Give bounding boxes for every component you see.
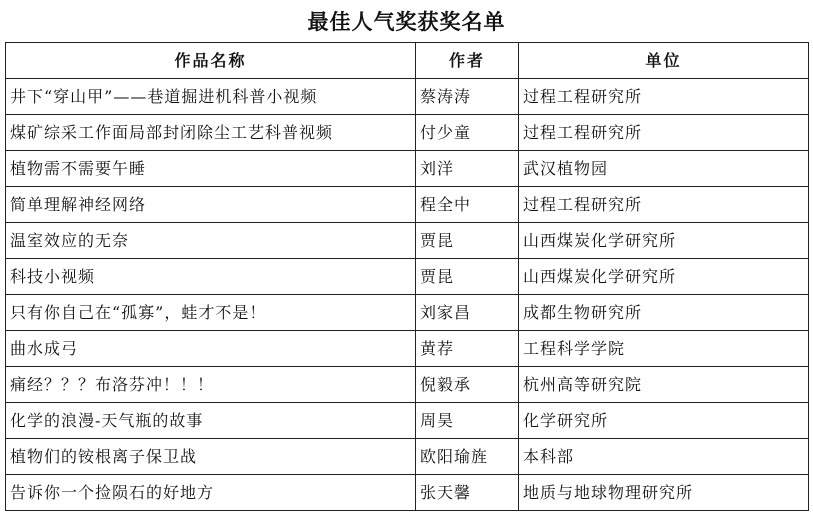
cell-unit: 过程工程研究所	[519, 79, 809, 115]
cell-author: 贾昆	[416, 259, 519, 295]
cell-unit: 过程工程研究所	[519, 115, 809, 151]
cell-author: 张天馨	[416, 475, 519, 511]
table-row	[6, 295, 809, 331]
table-row	[6, 367, 809, 403]
cell-work: 科技小视频	[6, 259, 416, 295]
table-row	[6, 439, 809, 475]
cell-work: 曲水成弓	[6, 331, 416, 367]
cell-work: 植物需不需要午睡	[6, 151, 416, 187]
cell-unit: 工程科学学院	[519, 331, 809, 367]
cell-author: 刘洋	[416, 151, 519, 187]
cell-work: 只有你自己在“孤寡”，蛙才不是！	[6, 295, 416, 331]
table-row	[6, 79, 809, 115]
award-list-table	[5, 42, 809, 511]
table-body	[6, 79, 809, 511]
cell-author: 程全中	[416, 187, 519, 223]
page-title: 最佳人气奖获奖名单	[307, 9, 506, 34]
cell-unit: 武汉植物园	[519, 151, 809, 187]
table-row	[6, 115, 809, 151]
cell-unit: 成都生物研究所	[519, 295, 809, 331]
table-row	[6, 151, 809, 187]
table-row	[6, 331, 809, 367]
cell-work: 井下“穿山甲”——巷道掘进机科普小视频	[6, 79, 416, 115]
cell-work: 温室效应的无奈	[6, 223, 416, 259]
cell-author: 贾昆	[416, 223, 519, 259]
table-header-row	[6, 43, 809, 79]
cell-author: 黄荐	[416, 331, 519, 367]
cell-work: 告诉你一个捡陨石的好地方	[6, 475, 416, 511]
table-row	[6, 259, 809, 295]
header-work: 作品名称	[6, 43, 416, 79]
table-row	[6, 475, 809, 511]
cell-unit: 山西煤炭化学研究所	[519, 259, 809, 295]
cell-unit: 杭州高等研究院	[519, 367, 809, 403]
cell-work: 痛经？？？布洛芬冲！！！	[6, 367, 416, 403]
table-row	[6, 187, 809, 223]
cell-unit: 地质与地球物理研究所	[519, 475, 809, 511]
cell-author: 周昊	[416, 403, 519, 439]
table-row	[6, 403, 809, 439]
header-author: 作者	[416, 43, 519, 79]
cell-author: 蔡涛涛	[416, 79, 519, 115]
cell-work: 简单理解神经网络	[6, 187, 416, 223]
cell-work: 化学的浪漫-天气瓶的故事	[6, 403, 416, 439]
cell-work: 植物们的铵根离子保卫战	[6, 439, 416, 475]
cell-unit: 山西煤炭化学研究所	[519, 223, 809, 259]
cell-unit: 过程工程研究所	[519, 187, 809, 223]
header-unit: 单位	[519, 43, 809, 79]
cell-author: 刘家昌	[416, 295, 519, 331]
cell-unit: 本科部	[519, 439, 809, 475]
cell-author: 付少童	[416, 115, 519, 151]
cell-author: 欧阳瑜旌	[416, 439, 519, 475]
cell-unit: 化学研究所	[519, 403, 809, 439]
cell-author: 倪毅承	[416, 367, 519, 403]
cell-work: 煤矿综采工作面局部封闭除尘工艺科普视频	[6, 115, 416, 151]
table-row	[6, 223, 809, 259]
